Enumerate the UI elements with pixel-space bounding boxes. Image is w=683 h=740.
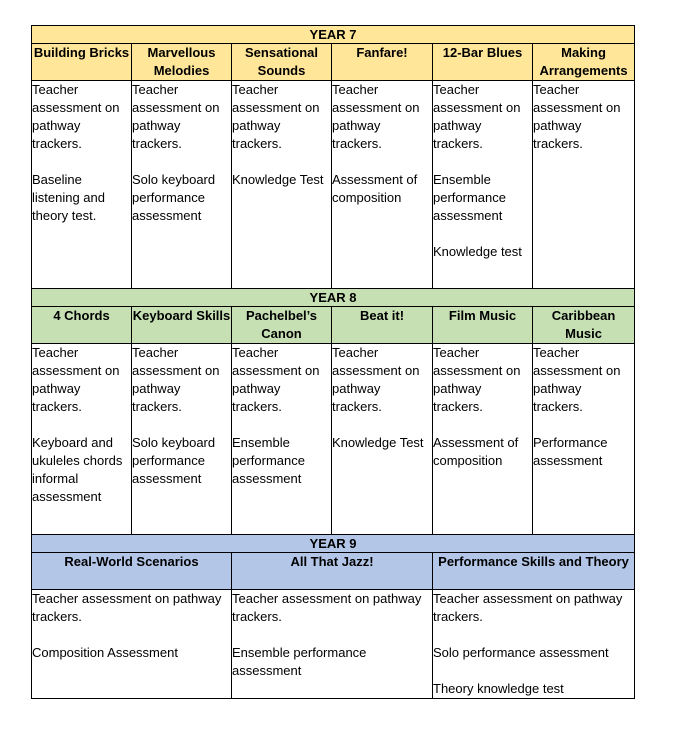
assessment-line: Theory knowledge test — [433, 681, 564, 696]
assessment-line: Baseline listening and theory test. — [32, 172, 105, 223]
assessment-line: Ensemble performance assessment — [232, 645, 367, 678]
assessment-line: Solo keyboard performance assessment — [132, 435, 216, 486]
assessment-line: Knowledge test — [433, 244, 522, 259]
assessment-cell — [332, 81, 433, 289]
year9-banner-row — [32, 535, 635, 553]
assessment-line: Solo keyboard performance assessment — [132, 172, 216, 223]
assessment-line: Composition Assessment — [32, 645, 178, 660]
unit-title: 12-Bar Blues — [433, 44, 533, 81]
unit-title: Marvellous Melodies — [132, 44, 232, 81]
assessment-cell — [32, 590, 232, 699]
year7-banner-row — [32, 26, 635, 44]
assessment-line: Knowledge Test — [232, 172, 324, 187]
year8-header-row — [32, 307, 635, 344]
assessment-cell — [433, 344, 533, 535]
year8-label: YEAR 8 — [32, 289, 635, 307]
unit-title: Sensational Sounds — [232, 44, 332, 81]
assessment-line: Teacher assessment on pathway trackers. — [132, 82, 220, 151]
assessment-cell — [132, 344, 232, 535]
assessment-line: Assessment of composition — [332, 172, 418, 205]
assessment-line: Knowledge Test — [332, 435, 424, 450]
unit-title: Real-World Scenarios — [32, 553, 232, 590]
assessment-line: Ensemble performance assessment — [232, 435, 305, 486]
year9-label: YEAR 9 — [32, 535, 635, 553]
assessment-cell — [232, 590, 433, 699]
assessment-line: Ensemble performance assessment — [433, 172, 506, 223]
assessment-line: Teacher assessment on pathway trackers. — [232, 345, 320, 414]
assessment-line: Teacher assessment on pathway trackers. — [533, 82, 621, 151]
unit-title: All That Jazz! — [232, 553, 433, 590]
year9-header-row — [32, 553, 635, 590]
assessment-cell — [533, 81, 635, 289]
assessment-cell — [433, 590, 635, 699]
assessment-cell — [32, 81, 132, 289]
assessment-line: Teacher assessment on pathway trackers. — [232, 591, 422, 624]
unit-title: Making Arrangements — [533, 44, 635, 81]
assessment-line: Solo performance assessment — [433, 645, 609, 660]
assessment-table — [31, 25, 635, 699]
unit-title: Film Music — [433, 307, 533, 344]
assessment-line: Teacher assessment on pathway trackers. — [433, 345, 521, 414]
assessment-cell — [332, 344, 433, 535]
assessment-line: Teacher assessment on pathway trackers. — [433, 82, 521, 151]
year7-assessment-row — [32, 81, 635, 289]
assessment-line: Teacher assessment on pathway trackers. — [232, 82, 320, 151]
year8-banner-row — [32, 289, 635, 307]
assessment-line: Performance assessment — [533, 435, 608, 468]
assessment-line: Teacher assessment on pathway trackers. — [32, 82, 120, 151]
year9-assessment-row — [32, 590, 635, 699]
assessment-line: Teacher assessment on pathway trackers. — [533, 345, 621, 414]
unit-title: 4 Chords — [32, 307, 132, 344]
unit-title: Keyboard Skills — [132, 307, 232, 344]
unit-title: Performance Skills and Theory — [433, 553, 635, 590]
assessment-cell — [232, 344, 332, 535]
assessment-cell — [32, 344, 132, 535]
unit-title: Pachelbel’s Canon — [232, 307, 332, 344]
assessment-line: Assessment of composition — [433, 435, 519, 468]
unit-title: Fanfare! — [332, 44, 433, 81]
assessment-cell — [433, 81, 533, 289]
year7-label: YEAR 7 — [32, 26, 635, 44]
unit-title: Building Bricks — [32, 44, 132, 81]
assessment-line: Teacher assessment on pathway trackers. — [433, 591, 623, 624]
assessment-line: Teacher assessment on pathway trackers. — [32, 591, 222, 624]
assessment-cell — [232, 81, 332, 289]
assessment-line: Teacher assessment on pathway trackers. — [132, 345, 220, 414]
assessment-line: Teacher assessment on pathway trackers. — [32, 345, 120, 414]
year8-assessment-row — [32, 344, 635, 535]
assessment-line: Keyboard and ukuleles chords informal assessment — [32, 435, 123, 504]
assessment-line: Teacher assessment on pathway trackers. — [332, 82, 420, 151]
unit-title: Caribbean Music — [533, 307, 635, 344]
assessment-cell — [533, 344, 635, 535]
unit-title: Beat it! — [332, 307, 433, 344]
year7-header-row — [32, 44, 635, 81]
assessment-line: Teacher assessment on pathway trackers. — [332, 345, 420, 414]
assessment-cell — [132, 81, 232, 289]
